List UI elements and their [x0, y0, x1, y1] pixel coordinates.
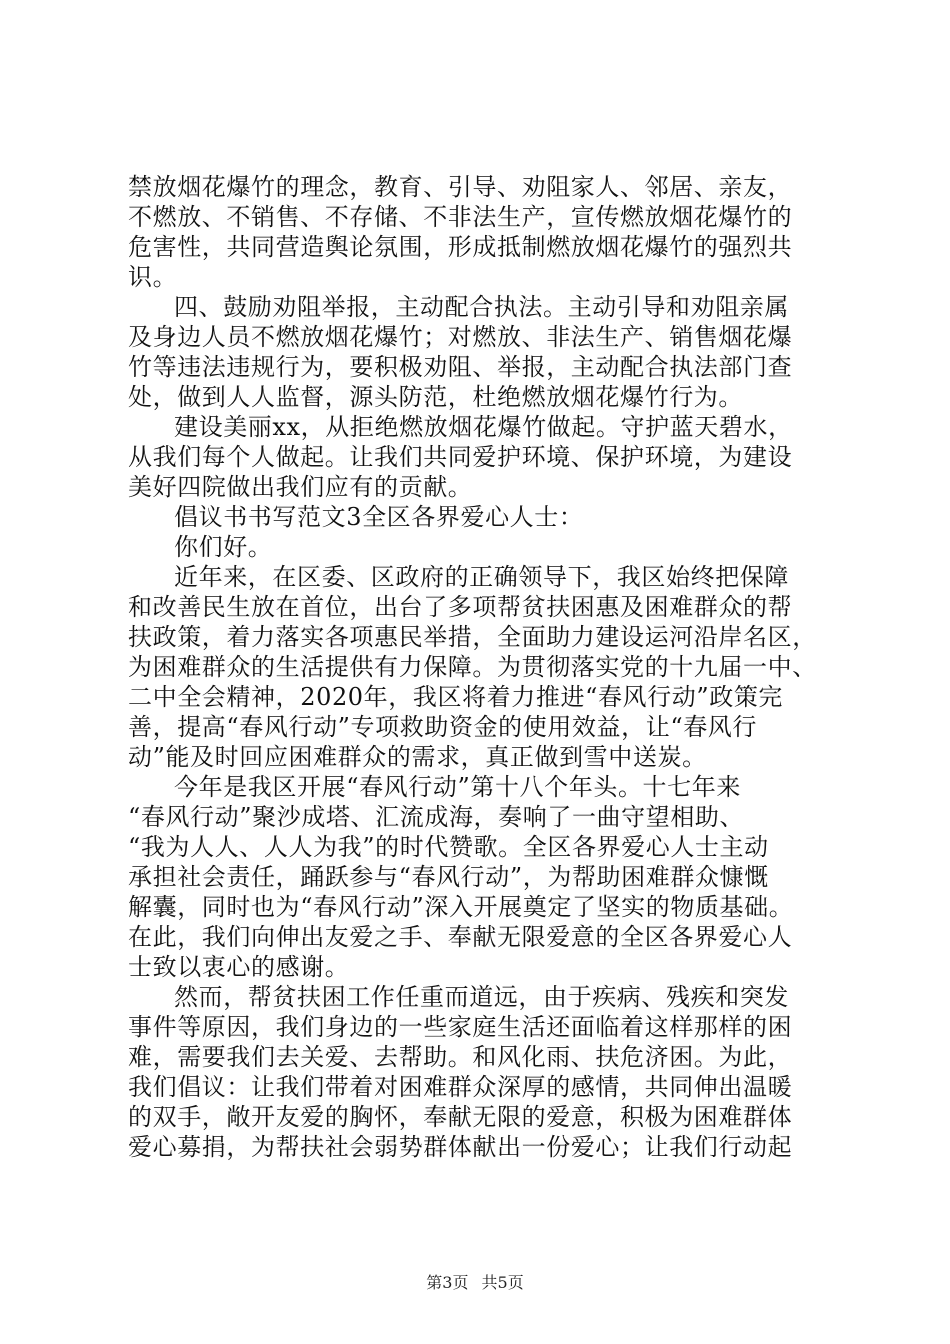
text-line: 竹等违法违规行为，要积极劝阻、举报，主动配合执法部门查 — [128, 353, 793, 381]
text-line: 扶政策，着力落实各项惠民举措，全面助力建设运河沿岸名区， — [128, 623, 817, 651]
text-line: 事件等原因，我们身边的一些家庭生活还面临着这样那样的困 — [128, 1013, 793, 1041]
text-line: 从我们每个人做起。让我们共同爱护环境、保护环境，为建设 — [128, 443, 793, 471]
text-line: 今年是我区开展“春风行动”第十八个年头。十七年来 — [174, 773, 741, 801]
text-line: 危害性，共同营造舆论氛围，形成抵制燃放烟花爆竹的强烈共 — [128, 233, 793, 261]
text-line: 处，做到人人监督，源头防范，杜绝燃放烟花爆竹行为。 — [128, 383, 743, 411]
text-line: 爱心募捐，为帮扶社会弱势群体献出一份爱心；让我们行动起 — [128, 1133, 793, 1161]
text-line: 不燃放、不销售、不存储、不非法生产，宣传燃放烟花爆竹的 — [128, 203, 793, 231]
text-line: 倡议书书写范文3全区各界爱心人士： — [174, 503, 584, 531]
text-line: 善，提高“春风行动”专项救助资金的使用效益，让“春风行 — [128, 713, 758, 741]
text-line: 你们好。 — [174, 533, 273, 561]
text-line: 四、鼓励劝阻举报，主动配合执法。主动引导和劝阻亲属 — [174, 293, 789, 321]
text-line: “我为人人、人人为我”的时代赞歌。全区各界爱心人士主动 — [128, 833, 769, 861]
text-line: 及身边人员不燃放烟花爆竹；对燃放、非法生产、销售烟花爆 — [128, 323, 793, 351]
text-line: 在此，我们向伸出友爱之手、奉献无限爱意的全区各界爱心人 — [128, 923, 793, 951]
text-line: 和改善民生放在首位，出台了多项帮贫扶困惠及困难群众的帮 — [128, 593, 793, 621]
text-line: 近年来，在区委、区政府的正确领导下，我区始终把保障 — [174, 563, 789, 591]
text-line: 的双手，敞开友爱的胸怀，奉献无限的爱意，积极为困难群体 — [128, 1103, 793, 1131]
page-total: 共5页 — [481, 1273, 524, 1292]
page-number: 第3页 — [426, 1273, 469, 1292]
text-line: 我们倡议：让我们带着对困难群众深厚的感情，共同伸出温暖 — [128, 1073, 793, 1101]
document-body — [128, 172, 828, 1162]
text-line: 难，需要我们去关爱、去帮助。和风化雨、扶危济困。为此， — [128, 1043, 793, 1071]
text-line: 建设美丽xx，从拒绝燃放烟花爆竹做起。守护蓝天碧水， — [174, 413, 793, 441]
text-line: 识。 — [128, 263, 178, 291]
text-line: 解囊，同时也为“春风行动”深入开展奠定了坚实的物质基础。 — [128, 893, 794, 921]
text-line: 禁放烟花爆竹的理念，教育、引导、劝阻家人、邻居、亲友， — [128, 173, 793, 201]
text-line: 动”能及时回应困难群众的需求，真正做到雪中送炭。 — [128, 743, 707, 771]
page-footer — [0, 1273, 950, 1293]
text-line: 二中全会精神，2020年，我区将着力推进“春风行动”政策完 — [128, 683, 784, 711]
text-line: 美好四院做出我们应有的贡献。 — [128, 473, 473, 501]
text-line: 士致以衷心的感谢。 — [128, 953, 350, 981]
text-line: “春风行动”聚沙成塔、汇流成海，奏响了一曲守望相助、 — [128, 803, 745, 831]
text-line: 然而，帮贫扶困工作任重而道远，由于疾病、残疾和突发 — [174, 983, 789, 1011]
text-line: 为困难群众的生活提供有力保障。为贯彻落实党的十九届一中、 — [128, 653, 817, 681]
text-line: 承担社会责任，踊跃参与“春风行动”，为帮助困难群众慷慨 — [128, 863, 769, 891]
